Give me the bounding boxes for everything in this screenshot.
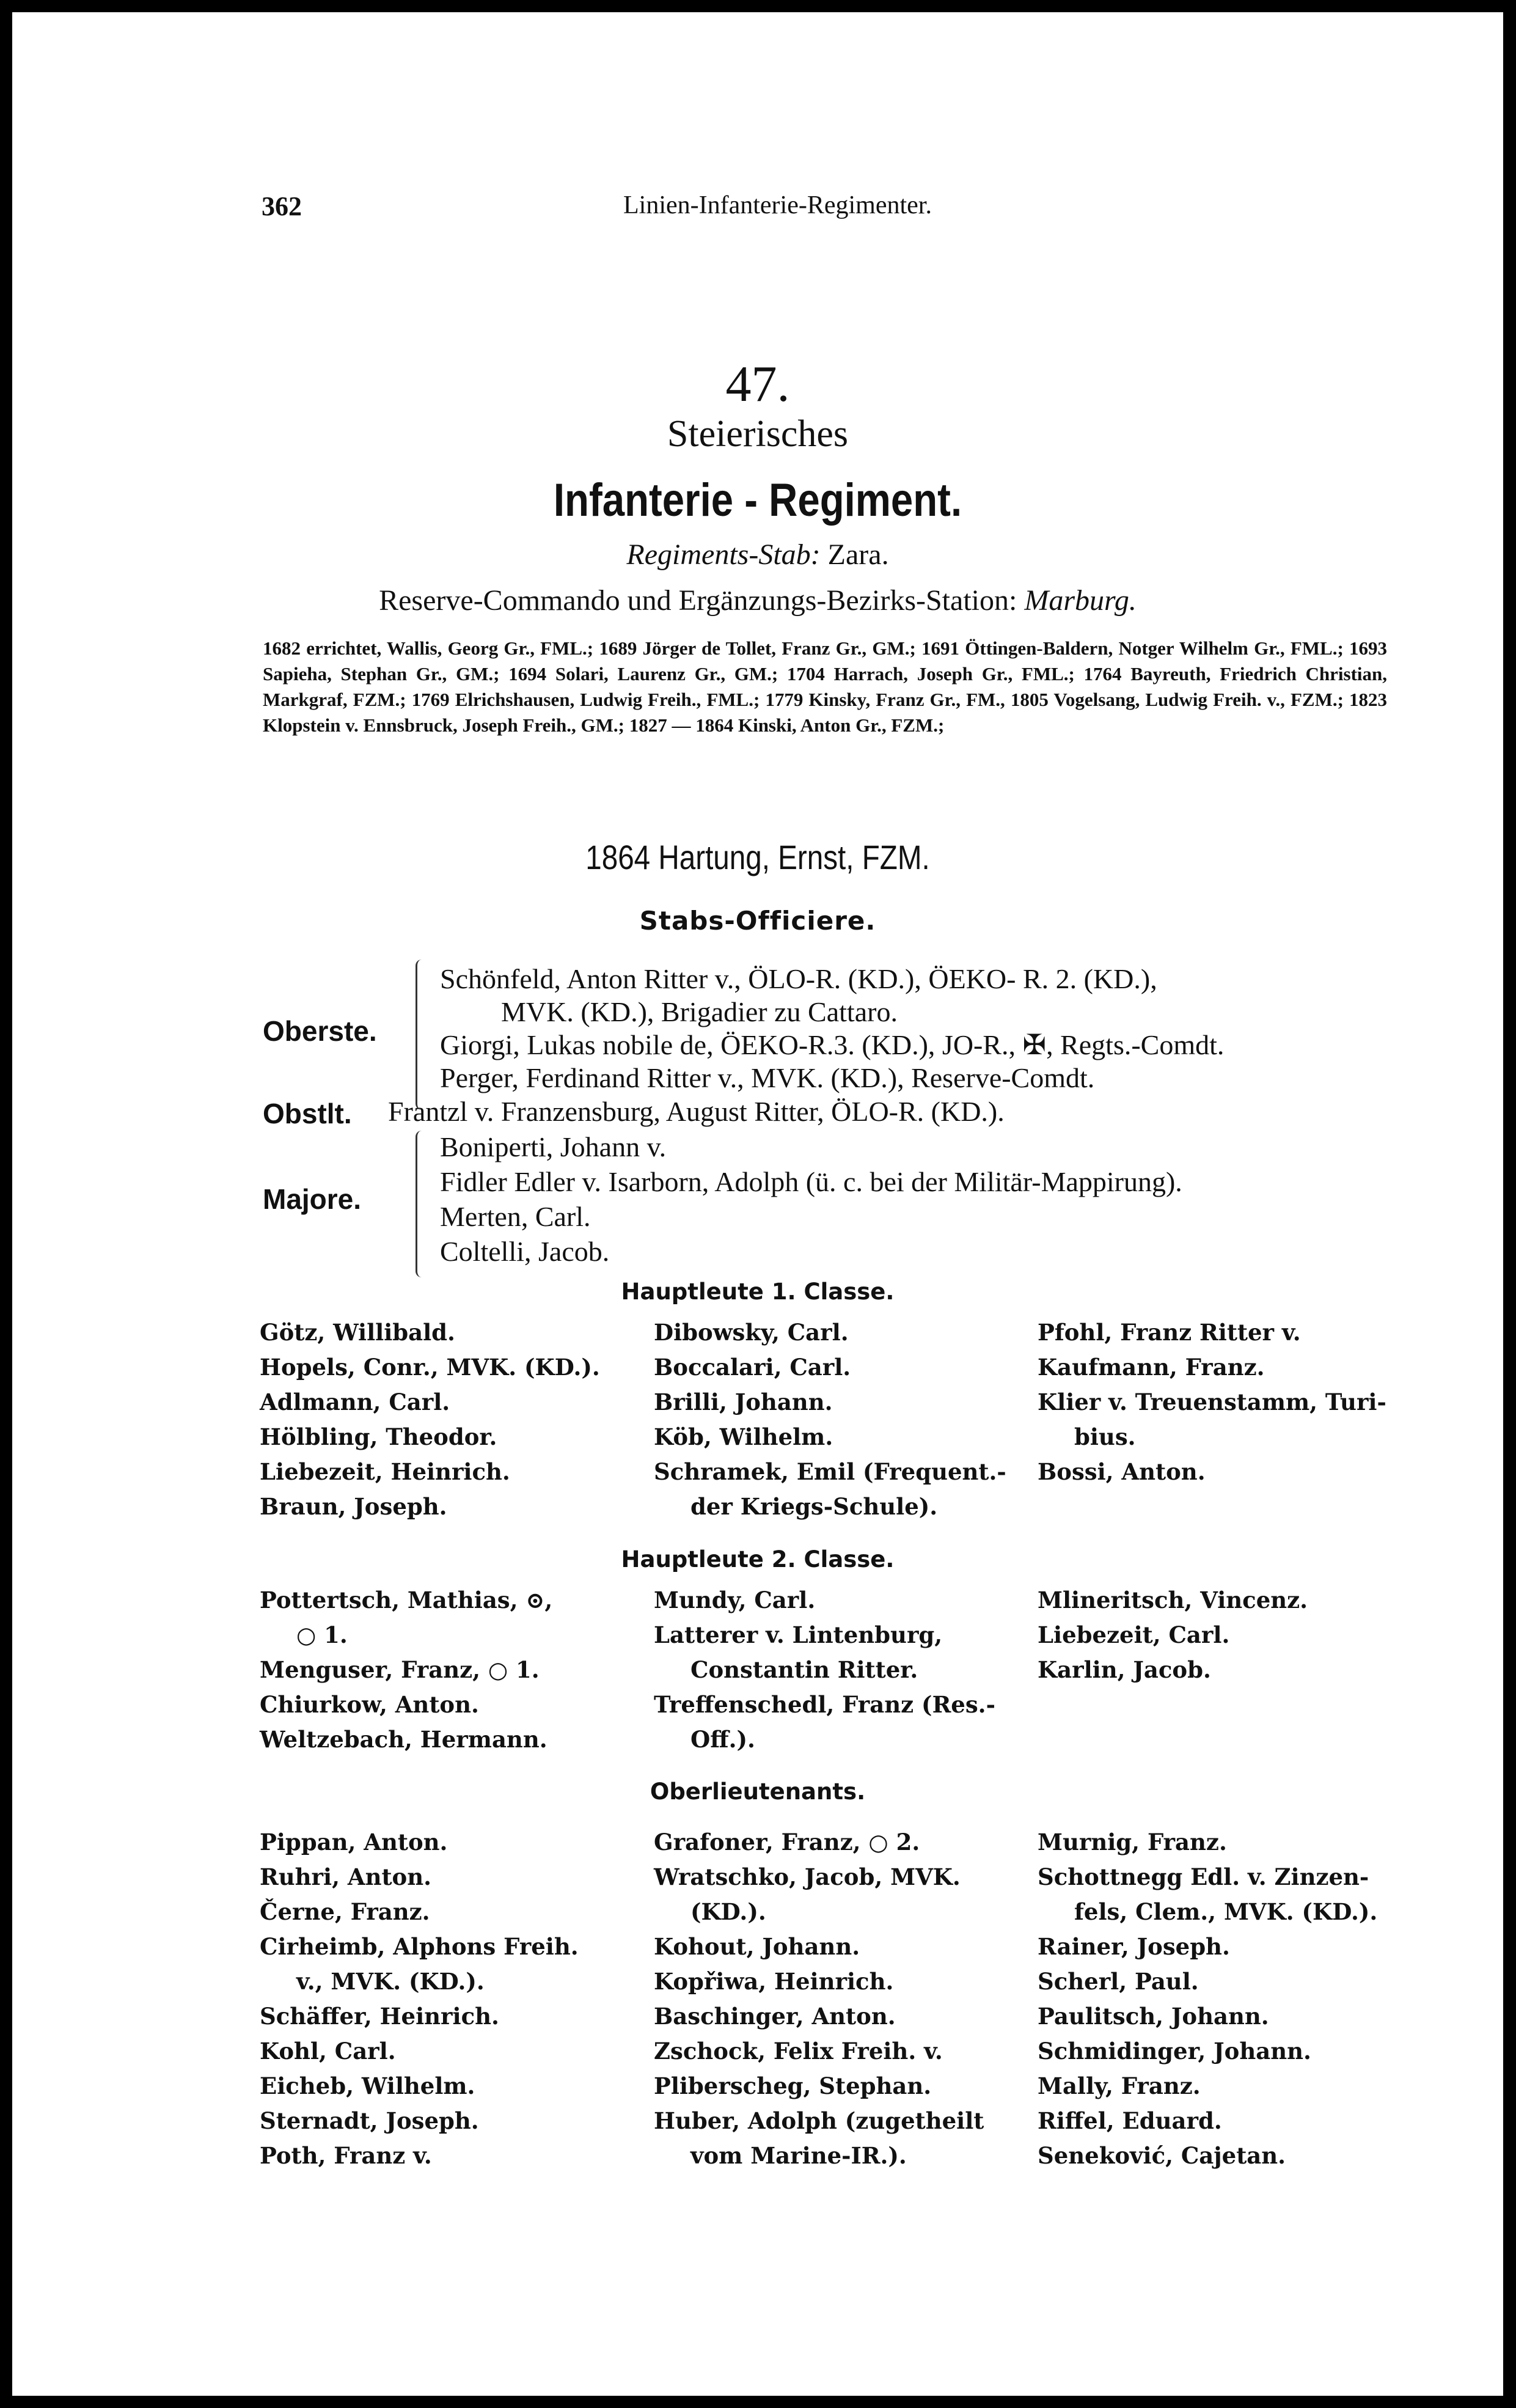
hauptleute-1-title: Hauptleute 1. Classe.	[621, 1279, 895, 1305]
list-item: Menguser, Franz, ○ 1.	[260, 1656, 540, 1683]
list-item: Schottnegg Edl. v. Zinzen-	[1038, 1863, 1369, 1890]
regiment-type: Infanterie - Regiment.	[553, 474, 962, 526]
list-item: Pliberscheg, Stephan.	[654, 2072, 932, 2099]
hauptleute-2-col-2	[654, 1583, 995, 1757]
hauptleute-1-col-2	[654, 1315, 1006, 1524]
list-item: Sternadt, Joseph.	[260, 2107, 479, 2134]
list-item: Latterer v. Lintenburg,	[654, 1621, 943, 1648]
list-item: Pottertsch, Mathias, ⊙,	[260, 1587, 553, 1613]
list-item: Boccalari, Carl.	[654, 1354, 851, 1381]
oberlieutenants-col-1	[260, 1825, 579, 2173]
list-item: Schäffer, Heinrich.	[260, 2003, 499, 2030]
hauptleute-1-col-3	[1038, 1315, 1386, 1489]
list-item: Liebezeit, Carl.	[1038, 1621, 1230, 1648]
regiment-history: 1682 errichtet, Wallis, Georg Gr., FML.; 1689 Jörger de Tollet, Franz Gr., GM.; 1691 Öttingen-Baldern, Notger Wilhelm Gr., FML.; 1693 Sapieha, Stephan Gr., GM.; 1694 Solari, Laurenz Gr., GM.; 1704 Harrach, Joseph Gr., FML.; 1764 Bayreuth, Friedrich Christian, Markgraf, FZM.; 1769 Elrichshausen, Ludwig Freih., FML.; 1779 Kinsky, Franz Gr., FM., 1805 Vogelsang, Ludwig Freih. v., FZM.; 1823 Klopstein v. Ennsbruck, Joseph Freih., GM.; 1827 — 1864 Kinski, Anton Gr., FZM.;	[263, 637, 1387, 736]
oberlieutenants-col-3	[1038, 1825, 1377, 2173]
list-item: Braun, Joseph.	[260, 1493, 447, 1520]
oberlieutenants-title: Oberlieutenants.	[650, 1778, 866, 1805]
obstlt-label: Obstlt.	[263, 1098, 352, 1129]
stabs-officiere-title: Stabs-Officiere.	[639, 906, 876, 936]
oberst-row: Perger, Ferdinand Ritter v., MVK. (KD.), Reserve-Comdt.	[440, 1062, 1095, 1093]
list-item: Brilli, Johann.	[654, 1389, 833, 1415]
stab-value: Zara.	[827, 538, 889, 571]
majore-brace	[416, 1131, 425, 1277]
regiments-stab	[12, 538, 1503, 571]
list-item: vom Marine-IR.).	[690, 2142, 907, 2169]
list-item: Weltzebach, Hermann.	[260, 1726, 547, 1753]
list-item: Pfohl, Franz Ritter v.	[1038, 1319, 1301, 1346]
list-item: Rainer, Joseph.	[1038, 1933, 1230, 1960]
major-row: Merten, Carl.	[440, 1201, 591, 1232]
list-item: Murnig, Franz.	[1038, 1829, 1227, 1856]
list-item: Kopřiwa, Heinrich.	[654, 1968, 894, 1995]
list-item: Pippan, Anton.	[260, 1829, 448, 1856]
major-row: Coltelli, Jacob.	[440, 1236, 610, 1267]
list-item: Grafoner, Franz, ○ 2.	[654, 1829, 920, 1856]
book-page	[12, 12, 1503, 2396]
oberste-label: Oberste.	[263, 1015, 377, 1047]
list-item: Karlin, Jacob.	[1038, 1656, 1211, 1683]
oberlieutenants-col-2	[654, 1825, 984, 2173]
list-item: Klier v. Treuenstamm, Turi-	[1038, 1389, 1386, 1415]
stab-label: Regiments-Stab:	[626, 538, 821, 571]
list-item: der Kriegs-Schule).	[690, 1493, 938, 1520]
hauptleute-1-col-1	[260, 1315, 600, 1524]
list-item: (KD.).	[690, 1898, 766, 1925]
list-item: Ruhri, Anton.	[260, 1863, 432, 1890]
major-row: Fidler Edler v. Isarborn, Adolph (ü. c. bei der Militär-Mappirung).	[440, 1166, 1182, 1197]
list-item: Zschock, Felix Freih. v.	[654, 2038, 943, 2065]
list-item: Poth, Franz v.	[260, 2142, 432, 2169]
hauptleute-2-title: Hauptleute 2. Classe.	[621, 1546, 895, 1573]
hauptleute-2-col-3	[1038, 1583, 1308, 1687]
list-item: Hölbling, Theodor.	[260, 1423, 497, 1450]
hauptleute-2-col-1	[260, 1583, 552, 1757]
majore-label: Majore.	[263, 1183, 362, 1215]
regiment-name: Steierisches	[667, 413, 849, 455]
list-item: ○ 1.	[296, 1621, 348, 1648]
oberst-row: MVK. (KD.), Brigadier zu Cattaro.	[501, 996, 898, 1027]
list-item: Chiurkow, Anton.	[260, 1691, 479, 1718]
list-item: Götz, Willibald.	[260, 1319, 455, 1346]
list-item: Mlineritsch, Vincenz.	[1038, 1587, 1308, 1613]
list-item: Kaufmann, Franz.	[1038, 1354, 1265, 1381]
list-item: Köb, Wilhelm.	[654, 1423, 833, 1450]
list-item: Adlmann, Carl.	[260, 1389, 450, 1415]
list-item: Kohout, Johann.	[654, 1933, 860, 1960]
regiment-number: 47.	[725, 356, 790, 413]
list-item: Scherl, Paul.	[1038, 1968, 1199, 1995]
reserve-value: Marburg.	[1024, 584, 1137, 617]
list-item: Mundy, Carl.	[654, 1587, 816, 1613]
reserve-label: Reserve-Commando und Ergänzungs-Bezirks-Station:	[379, 584, 1017, 617]
list-item: Paulitsch, Johann.	[1038, 2003, 1269, 2030]
list-item: Schramek, Emil (Frequent.-	[654, 1458, 1006, 1485]
oberste-brace	[416, 960, 425, 1110]
list-item: Hopels, Conr., MVK. (KD.).	[260, 1354, 600, 1381]
list-item: Wratschko, Jacob, MVK.	[654, 1863, 961, 1890]
list-item: Treffenschedl, Franz (Res.-	[654, 1691, 995, 1718]
list-item: Seneković, Cajetan.	[1038, 2142, 1286, 2169]
list-item: Eicheb, Wilhelm.	[260, 2072, 475, 2099]
oberst-row: Schönfeld, Anton Ritter v., ÖLO-R. (KD.), ÖEKO- R. 2. (KD.),	[440, 963, 1157, 994]
oberst-row: Giorgi, Lukas nobile de, ÖEKO-R.3. (KD.), JO-R., ✠, Regts.-Comdt.	[440, 1029, 1225, 1060]
major-row: Boniperti, Johann v.	[440, 1131, 667, 1162]
list-item: bius.	[1074, 1423, 1136, 1450]
list-item: Baschinger, Anton.	[654, 2003, 896, 2030]
regiment-owner: 1864 Hartung, Ernst, FZM.	[585, 838, 930, 876]
list-item: Cirheimb, Alphons Freih.	[260, 1933, 579, 1960]
list-item: Schmidinger, Johann.	[1038, 2038, 1311, 2065]
list-item: v., MVK. (KD.).	[296, 1968, 485, 1995]
running-title: Linien-Infanterie-Regimenter.	[623, 191, 932, 219]
list-item: Dibowsky, Carl.	[654, 1319, 849, 1346]
list-item: Kohl, Carl.	[260, 2038, 396, 2065]
list-item: Riffel, Eduard.	[1038, 2107, 1222, 2134]
obstlt-row: Frantzl v. Franzensburg, August Ritter, ÖLO-R. (KD.).	[388, 1096, 1005, 1127]
list-item: fels, Clem., MVK. (KD.).	[1074, 1898, 1378, 1925]
list-item: Off.).	[690, 1726, 755, 1753]
reserve-commando	[12, 584, 1503, 617]
list-item: Constantin Ritter.	[690, 1656, 918, 1683]
list-item: Huber, Adolph (zugetheilt	[654, 2107, 984, 2134]
list-item: Černe, Franz.	[260, 1898, 430, 1925]
list-item: Liebezeit, Heinrich.	[260, 1458, 510, 1485]
list-item: Bossi, Anton.	[1038, 1458, 1206, 1485]
page-number: 362	[262, 191, 302, 221]
list-item: Mally, Franz.	[1038, 2072, 1201, 2099]
